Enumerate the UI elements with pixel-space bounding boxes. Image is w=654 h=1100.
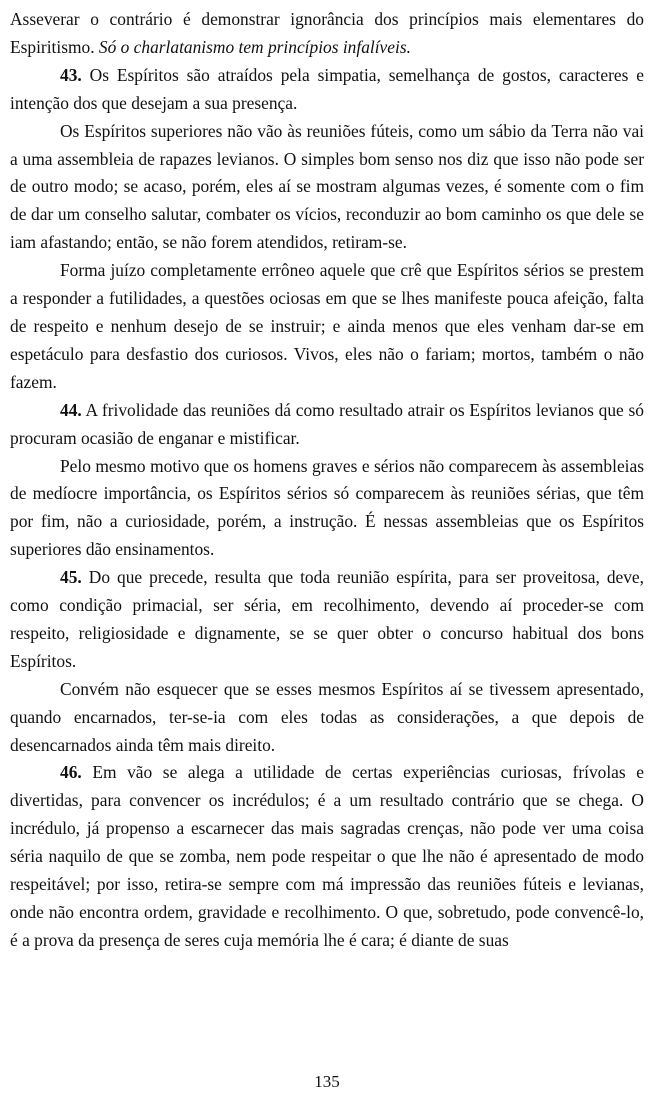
page-number: 135	[314, 1072, 340, 1091]
paragraph-46	[10, 759, 644, 954]
paragraph	[10, 118, 644, 258]
section-number: 44.	[60, 399, 82, 420]
paragraph-text: Os Espíritos superiores não vão às reuniões fúteis, como um sábio da Terra não vai a uma assembleia de rapazes levianos. O simples bom senso nos diz que isso não pode ser de outro modo; se acaso, porém, eles aí se mostram algumas vezes, é somente com o fim de dar um conselho salutar, combater os vícios, reconduzir ao bom caminho os que dele se iam afastando; então, se não forem atendidos, retiram-se.	[10, 120, 644, 253]
paragraph-45	[10, 564, 644, 676]
paragraph	[10, 453, 644, 565]
section-number: 46.	[60, 762, 82, 783]
paragraph-text: Asseverar o contrário é demonstrar ignorância dos princípios mais elementares do Espiritismo.	[10, 9, 644, 57]
paragraph-text: Os Espíritos são atraídos pela simpatia, semelhança de gostos, caracteres e intenção dos que desejam a sua presença.	[10, 64, 644, 113]
paragraph-text: Forma juízo completamente errôneo aquele que crê que Espíritos sérios se prestem a responder a futilidades, a questões ociosas em que se lhes manifeste pouca afeição, falta de respeito e nenhum desejo de se instruir; e ainda menos que eles venham dar-se em espetáculo para desfastio dos curiosos. Vivos, eles não o fariam; mortos, também o não fazem.	[10, 260, 644, 392]
paragraph-text: Pelo mesmo motivo que os homens graves e sérios não comparecem às assembleias de medíocre importância, os Espíritos sérios só comparecem às reuniões sérias, que têm por fim, não a curiosidade, porém, a instrução. É nessas assembleias que os Espíritos superiores dão ensinamentos.	[10, 455, 644, 560]
paragraph-text: Em vão se alega a utilidade de certas experiências curiosas, frívolas e divertidas, para convencer os incrédulos; é a um resultado contrário que se chega. O incrédulo, já propenso a escarnecer das mais sagradas crenças, não pode ver uma coisa séria naquilo de que se zomba, nem pode respeitar o que lhe não é apresentado de modo respeitável; por isso, retira-se sempre com má impressão das reuniões fúteis e levianas, onde não encontra ordem, gravidade e recolhimento. O que, sobretudo, pode convencê-lo, é a prova da presença de seres cuja memória lhe é cara; é diante de suas	[10, 762, 644, 950]
paragraph	[10, 676, 644, 760]
paragraph-continuation	[10, 6, 644, 62]
paragraph-text: Do que precede, resulta que toda reunião espírita, para ser proveitosa, deve, como condição primacial, ser séria, em recolhimento, devendo aí proceder-se com respeito, religiosidade e dignamente, se se quer obter o concurso habitual dos bons Espíritos.	[10, 567, 644, 671]
paragraph-43	[10, 62, 644, 118]
paragraph	[10, 257, 644, 397]
paragraph-text: A frivolidade das reuniões dá como resultado atrair os Espíritos levianos que só procuram ocasião de enganar e mistificar.	[10, 399, 644, 448]
section-number: 45.	[60, 567, 82, 588]
body-text	[10, 6, 644, 955]
section-number: 43.	[60, 64, 82, 85]
paragraph-text: Convém não esquecer que se esses mesmos Espíritos aí se tivessem apresentado, quando encarnados, ter-se-ia com eles todas as considerações, a que depois de desencarnados ainda têm mais direito.	[10, 678, 644, 755]
italic-sentence: Só o charlatanismo tem princípios infalíveis.	[98, 36, 411, 57]
paragraph-44	[10, 397, 644, 453]
